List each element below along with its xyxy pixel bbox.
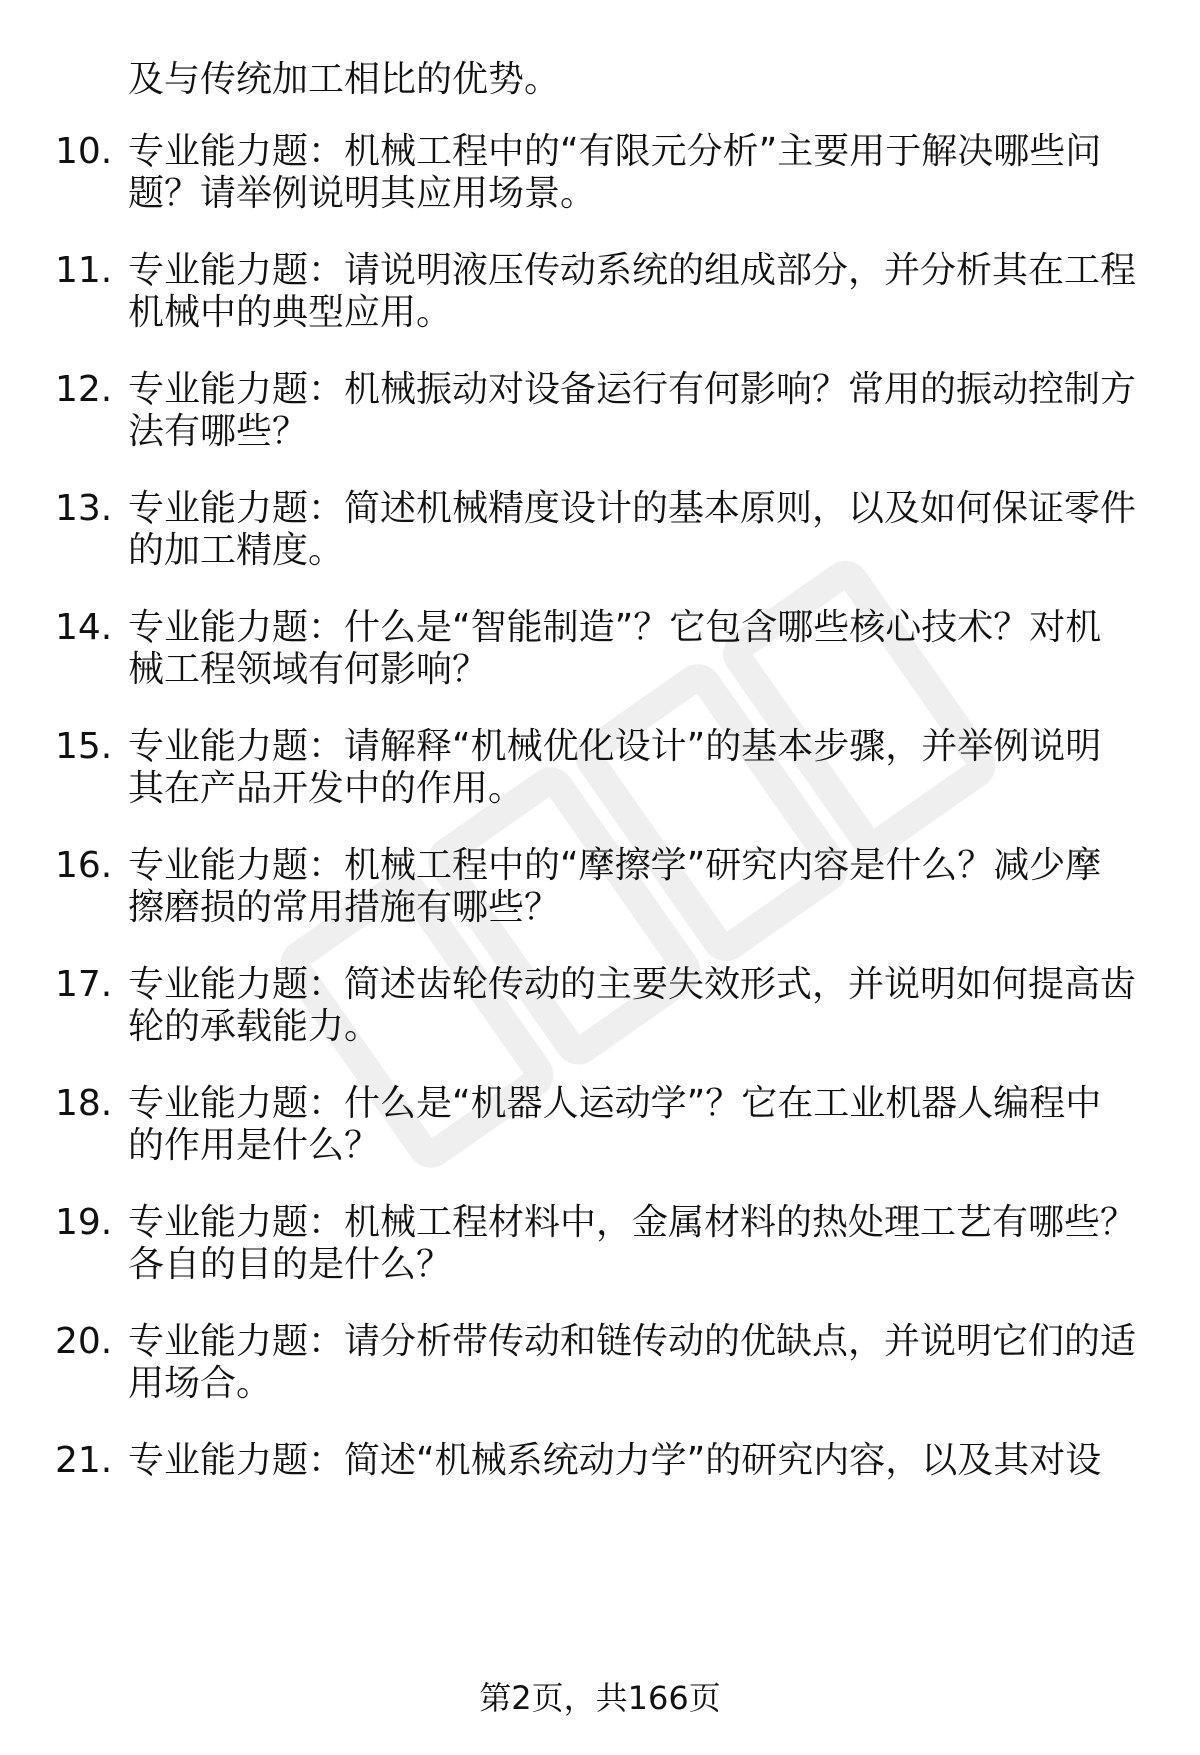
item-text: 专业能力题：机械工程中的“有限元分析”主要用于解决哪些问 [128, 131, 1102, 172]
item-number: 19. [55, 1202, 113, 1243]
item-number: 16. [55, 845, 113, 886]
item-text: 专业能力题：简述齿轮传动的主要失效形式，并说明如何提高齿 [128, 964, 1137, 1005]
item-number: 17. [55, 964, 113, 1005]
item-number: 21. [55, 1440, 113, 1481]
item-text: 专业能力题：简述机械精度设计的基本原则，以及如何保证零件 [128, 488, 1137, 529]
page-footer: 第2页，共166页 [479, 1679, 721, 1717]
item-text: 轮的承载能力。 [128, 1006, 381, 1047]
item-number: 15. [55, 726, 113, 767]
item-text: 专业能力题：机械振动对设备运行有何影响？常用的振动控制方 [128, 369, 1137, 410]
item-text: 用场合。 [128, 1363, 273, 1404]
item-number: 14. [55, 607, 113, 648]
item-text: 专业能力题：机械工程材料中，金属材料的热处理工艺有哪些？ [128, 1202, 1137, 1243]
item-text: 法有哪些？ [128, 411, 309, 452]
item-text: 擦磨损的常用措施有哪些？ [128, 887, 561, 928]
item-text: 械工程领域有何影响？ [128, 649, 489, 690]
item-text: 题？请举例说明其应用场景。 [128, 173, 597, 214]
item-text: 各自的目的是什么？ [128, 1244, 453, 1285]
item-text: 的作用是什么？ [128, 1125, 381, 1166]
item-text: 专业能力题：机械工程中的“摩擦学”研究内容是什么？减少摩 [128, 845, 1102, 886]
item-text: 机械中的典型应用。 [128, 292, 453, 333]
item-text: 其在产品开发中的作用。 [128, 768, 525, 809]
item-number: 20. [55, 1321, 113, 1362]
item-text: 的加工精度。 [128, 530, 345, 571]
item-number: 13. [55, 488, 113, 529]
item-text: 专业能力题：请说明液压传动系统的组成部分，并分析其在工程 [128, 250, 1137, 291]
item-text: 专业能力题：请解释“机械优化设计”的基本步骤，并举例说明 [128, 726, 1102, 767]
item-text: 专业能力题：简述“机械系统动力学”的研究内容，以及其对设 [128, 1440, 1102, 1481]
item-text: 专业能力题：什么是“机器人运动学”？它在工业机器人编程中 [128, 1083, 1102, 1124]
line-text: 及与传统加工相比的优势。 [128, 59, 561, 100]
item-number: 10. [55, 131, 113, 172]
item-number: 12. [55, 369, 113, 410]
item-text: 专业能力题：什么是“智能制造”？它包含哪些核心技术？对机 [128, 607, 1102, 648]
item-number: 11. [55, 250, 113, 291]
item-text: 专业能力题：请分析带传动和链传动的优缺点，并说明它们的适 [128, 1321, 1137, 1362]
item-number: 18. [55, 1083, 113, 1124]
